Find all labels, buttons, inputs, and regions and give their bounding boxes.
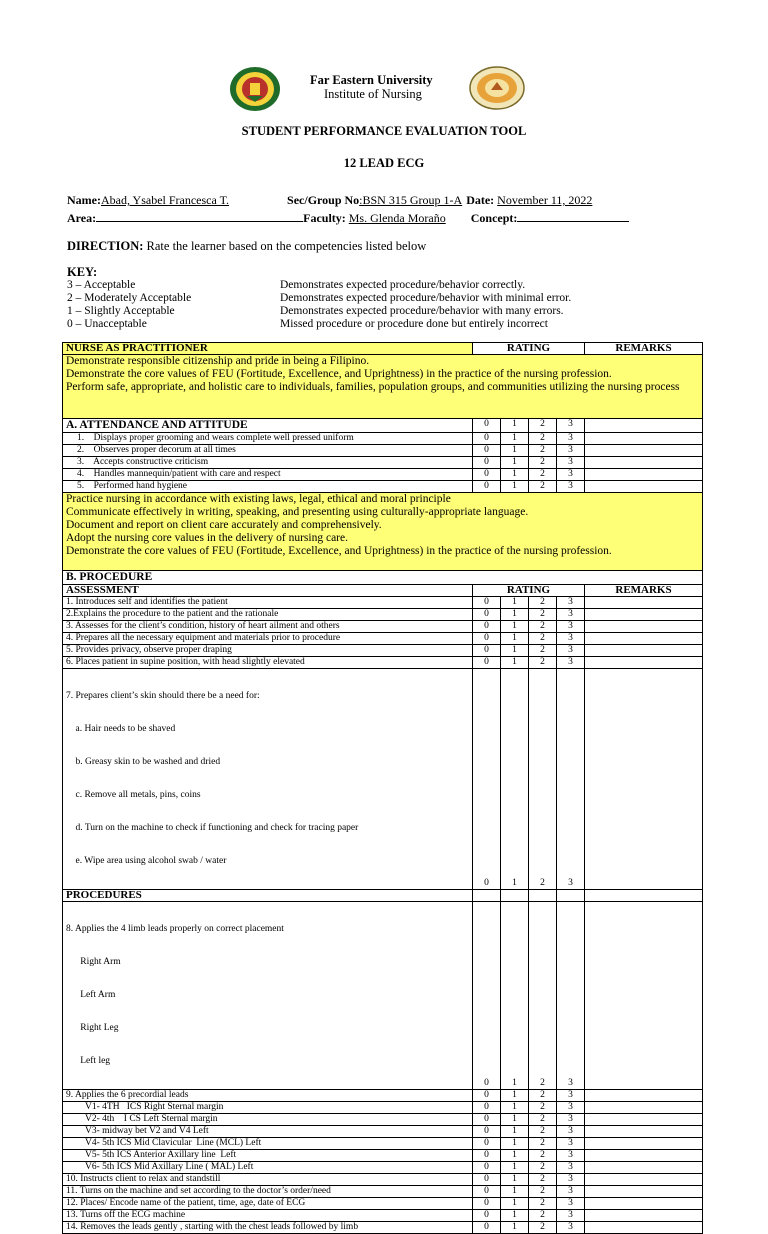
- score-1[interactable]: 1: [501, 457, 529, 469]
- area-label: Area:: [67, 211, 97, 225]
- score-0[interactable]: 0: [473, 433, 501, 445]
- score-3[interactable]: 3: [557, 469, 585, 481]
- procedure-row: [63, 1174, 703, 1186]
- score-3[interactable]: 3: [557, 433, 585, 445]
- precordial-row-text: V6- 5th ICS Mid Axillary Line ( MAL) Left: [63, 1162, 473, 1174]
- score-1[interactable]: 1: [501, 433, 529, 445]
- remarks-cell[interactable]: [585, 1174, 703, 1186]
- score-0[interactable]: 0: [473, 1138, 501, 1150]
- sec-label: Sec/Group No: [287, 193, 360, 207]
- remarks-cell[interactable]: [585, 1186, 703, 1198]
- score-1[interactable]: 1: [501, 633, 529, 645]
- score-3[interactable]: 3: [557, 597, 585, 609]
- score-2[interactable]: 2: [529, 609, 557, 621]
- procedures-title: PROCEDURES: [63, 890, 473, 902]
- remarks-cell[interactable]: [585, 621, 703, 633]
- remarks-cell[interactable]: [585, 457, 703, 469]
- score-3[interactable]: 3: [557, 419, 585, 433]
- score-0[interactable]: 0: [473, 1162, 501, 1174]
- attendance-row-text: 2. Observes proper decorum at all times: [63, 445, 473, 457]
- document-subtitle: 12 LEAD ECG: [343, 156, 425, 170]
- key-desc-3: Demonstrates expected procedure/behavior correctly.: [280, 279, 526, 291]
- score-2[interactable]: 2: [529, 1102, 557, 1114]
- remarks-header-2: REMARKS: [585, 585, 703, 597]
- attendance-row: [63, 481, 703, 493]
- assessment-row-text: 6. Places patient in supine position, with head slightly elevated: [63, 657, 473, 669]
- score-2[interactable]: 2: [529, 433, 557, 445]
- score-3[interactable]: 3: [557, 1114, 585, 1126]
- score-0[interactable]: 0: [473, 1114, 501, 1126]
- assessment-row: [63, 621, 703, 633]
- score-1[interactable]: 1: [501, 1198, 529, 1210]
- procedure-row: [63, 1210, 703, 1222]
- item8-text: 8. Applies the 4 limb leads properly on correct placement Right Arm Left Arm Right Leg Left leg: [63, 902, 473, 1090]
- score-2[interactable]: 2: [529, 669, 557, 890]
- remarks-cell[interactable]: [585, 597, 703, 609]
- score-2[interactable]: 2: [529, 902, 557, 1090]
- score-0[interactable]: 0: [473, 633, 501, 645]
- rating-header: RATING: [473, 343, 585, 355]
- score-0[interactable]: 0: [473, 669, 501, 890]
- item9-row: [63, 1090, 703, 1102]
- key-score-1: 1 – Slightly Acceptable: [67, 305, 175, 317]
- nursing-seal-icon: [469, 66, 525, 110]
- attendance-row: [63, 445, 703, 457]
- attendance-title: A. ATTENDANCE AND ATTITUDE: [63, 419, 473, 433]
- precordial-row-text: V2- 4th I CS Left Sternal margin: [63, 1114, 473, 1126]
- score-1[interactable]: 1: [501, 445, 529, 457]
- score-1[interactable]: 1: [501, 1102, 529, 1114]
- remarks-cell[interactable]: [585, 1222, 703, 1234]
- document-title: STUDENT PERFORMANCE EVALUATION TOOL: [241, 124, 527, 138]
- remarks-cell[interactable]: [585, 1162, 703, 1174]
- score-3[interactable]: 3: [557, 902, 585, 1090]
- score-0[interactable]: 0: [473, 597, 501, 609]
- item9-text: 9. Applies the 6 precordial leads: [63, 1090, 473, 1102]
- feu-seal-icon: [229, 66, 281, 112]
- score-3[interactable]: 3: [557, 609, 585, 621]
- date-value[interactable]: November 11, 2022: [497, 193, 593, 207]
- score-3[interactable]: 3: [557, 657, 585, 669]
- score-0[interactable]: 0: [473, 1222, 501, 1234]
- table-header-row: [63, 343, 703, 355]
- score-2[interactable]: 2: [529, 657, 557, 669]
- score-3[interactable]: 3: [557, 1150, 585, 1162]
- score-1[interactable]: 1: [501, 1126, 529, 1138]
- key-score-3: 3 – Acceptable: [67, 279, 136, 291]
- attendance-header-row: [63, 419, 703, 433]
- direction-text: DIRECTION: Rate the learner based on the competencies listed below: [67, 239, 427, 253]
- score-2[interactable]: 2: [529, 1150, 557, 1162]
- score-2[interactable]: 2: [529, 419, 557, 433]
- remarks-cell[interactable]: [585, 609, 703, 621]
- remarks-cell[interactable]: [585, 433, 703, 445]
- procedure-row-text: 11. Turns on the machine and set according to the doctor’s order/need: [63, 1186, 473, 1198]
- intro-competencies-row: [63, 355, 703, 419]
- score-1[interactable]: 1: [501, 1162, 529, 1174]
- score-1[interactable]: 1: [501, 1174, 529, 1186]
- key-desc-1: Demonstrates expected procedure/behavior with many errors.: [280, 305, 564, 317]
- score-1[interactable]: 1: [501, 1114, 529, 1126]
- procedures-header-row: [63, 890, 703, 902]
- score-0[interactable]: 0: [473, 645, 501, 657]
- score-0[interactable]: 0: [473, 1186, 501, 1198]
- attendance-row: [63, 457, 703, 469]
- precordial-row: [63, 1102, 703, 1114]
- score-2[interactable]: 2: [529, 1138, 557, 1150]
- assessment-row-text: 1. Introduces self and identifies the patient: [63, 597, 473, 609]
- score-0[interactable]: 0: [473, 1090, 501, 1102]
- name-value[interactable]: Abad, Ysabel Francesca T.: [100, 193, 230, 207]
- attendance-row-text: 5. Performed hand hygiene: [63, 481, 473, 493]
- item8-row: [63, 902, 703, 1090]
- key-desc-2: Demonstrates expected procedure/behavior with minimal error.: [280, 292, 572, 304]
- remarks-cell[interactable]: [585, 1138, 703, 1150]
- score-0[interactable]: 0: [473, 1102, 501, 1114]
- assessment-row-text: 3. Assesses for the client’s condition, history of heart ailment and others: [63, 621, 473, 633]
- score-0[interactable]: 0: [473, 457, 501, 469]
- university-name: Far Eastern University: [310, 73, 433, 87]
- assessment-row: [63, 609, 703, 621]
- remarks-cell[interactable]: [585, 1114, 703, 1126]
- date-label: Date:: [466, 193, 495, 207]
- score-0[interactable]: 0: [473, 1150, 501, 1162]
- score-1[interactable]: 1: [501, 419, 529, 433]
- assessment-row: [63, 633, 703, 645]
- procedure-title-row: [63, 571, 703, 585]
- score-1[interactable]: 1: [501, 469, 529, 481]
- score-2[interactable]: 2: [529, 445, 557, 457]
- score-0[interactable]: 0: [473, 609, 501, 621]
- assessment-row: [63, 597, 703, 609]
- score-3[interactable]: 3: [557, 1162, 585, 1174]
- attendance-row: [63, 433, 703, 445]
- concept-field[interactable]: [517, 210, 629, 222]
- score-2[interactable]: 2: [529, 1162, 557, 1174]
- score-2[interactable]: 2: [529, 1174, 557, 1186]
- remarks-cell[interactable]: [585, 645, 703, 657]
- score-0[interactable]: 0: [473, 1174, 501, 1186]
- score-1[interactable]: 1: [501, 1090, 529, 1102]
- score-1[interactable]: 1: [501, 481, 529, 493]
- score-2[interactable]: 2: [529, 1222, 557, 1234]
- remarks-cell[interactable]: [585, 1126, 703, 1138]
- area-field[interactable]: [96, 210, 303, 222]
- precordial-row-text: V3- midway bet V2 and V4 Left: [63, 1126, 473, 1138]
- procedure-row-text: 10. Instructs client to relax and standstill: [63, 1174, 473, 1186]
- name-label: Name:: [67, 193, 101, 207]
- score-3[interactable]: 3: [557, 1090, 585, 1102]
- institute-name: Institute of Nursing: [324, 87, 422, 101]
- remarks-cell[interactable]: [585, 633, 703, 645]
- score-3[interactable]: 3: [557, 1198, 585, 1210]
- score-1[interactable]: 1: [501, 1222, 529, 1234]
- remarks-cell[interactable]: [585, 657, 703, 669]
- key-score-2: 2 – Moderately Acceptable: [67, 292, 192, 304]
- score-3[interactable]: 3: [557, 445, 585, 457]
- concept-label: Concept:: [470, 211, 518, 225]
- score-1[interactable]: 1: [501, 621, 529, 633]
- score-2[interactable]: 2: [529, 1198, 557, 1210]
- assessment-title: ASSESSMENT: [63, 585, 473, 597]
- score-1[interactable]: 1: [501, 902, 529, 1090]
- remarks-cell[interactable]: [585, 1150, 703, 1162]
- intro2-competencies-row: [63, 493, 703, 571]
- remarks-cell[interactable]: [585, 902, 703, 1090]
- score-0[interactable]: 0: [473, 445, 501, 457]
- assessment-row: [63, 657, 703, 669]
- evaluation-table: [62, 342, 703, 1234]
- assessment-header-row: [63, 585, 703, 597]
- remarks-cell[interactable]: [585, 469, 703, 481]
- precordial-row: [63, 1138, 703, 1150]
- info-line-2: [67, 210, 629, 226]
- score-3[interactable]: 3: [557, 1126, 585, 1138]
- remarks-cell[interactable]: [585, 1210, 703, 1222]
- score-2[interactable]: 2: [529, 1210, 557, 1222]
- score-2[interactable]: 2: [529, 1114, 557, 1126]
- score-2[interactable]: 2: [529, 481, 557, 493]
- score-3[interactable]: 3: [557, 457, 585, 469]
- score-2[interactable]: 2: [529, 633, 557, 645]
- precordial-row: [63, 1150, 703, 1162]
- score-2[interactable]: 2: [529, 1186, 557, 1198]
- score-3[interactable]: 3: [557, 1186, 585, 1198]
- score-3[interactable]: 3: [557, 1102, 585, 1114]
- assessment-row-text: 5. Provides privacy, observe proper draping: [63, 645, 473, 657]
- assessment-row-text: 4. Prepares all the necessary equipment and materials prior to procedure: [63, 633, 473, 645]
- score-3[interactable]: 3: [557, 669, 585, 890]
- procedure-row-text: 12. Places/ Encode name of the patient, time, age, date of ECG: [63, 1198, 473, 1210]
- score-1[interactable]: 1: [501, 1186, 529, 1198]
- score-1[interactable]: 1: [501, 1210, 529, 1222]
- score-0[interactable]: 0: [473, 469, 501, 481]
- score-1[interactable]: 1: [501, 1150, 529, 1162]
- remarks-cell[interactable]: [585, 1198, 703, 1210]
- remarks-cell[interactable]: [585, 445, 703, 457]
- faculty-label: Faculty:: [303, 211, 346, 225]
- key-score-0: 0 – Unacceptable: [67, 318, 147, 330]
- score-3[interactable]: 3: [557, 1138, 585, 1150]
- intro-competencies: Demonstrate responsible citizenship and pride in being a Filipino. Demonstrate the core values of FEU (Fortitude, Excellence, and Uprightness) in the practice of the nursing profession. Perform safe, appropriate, and holistic care to individuals, families, population groups, and communities utilizing the nursing process: [63, 355, 703, 419]
- score-1[interactable]: 1: [501, 669, 529, 890]
- procedure-row-text: 13. Turns off the ECG machine: [63, 1210, 473, 1222]
- score-1[interactable]: 1: [501, 645, 529, 657]
- score-2[interactable]: 2: [529, 645, 557, 657]
- sec-value[interactable]: :BSN 315 Group 1-A: [359, 193, 463, 207]
- score-0[interactable]: 0: [473, 419, 501, 433]
- procedure-row: [63, 1186, 703, 1198]
- score-2[interactable]: 2: [529, 469, 557, 481]
- attendance-row-text: 4. Handles mannequin/patient with care and respect: [63, 469, 473, 481]
- score-3[interactable]: 3: [557, 1222, 585, 1234]
- procedure-row: [63, 1222, 703, 1234]
- assessment-row-text: 2.Explains the procedure to the patient and the rationale: [63, 609, 473, 621]
- score-2[interactable]: 2: [529, 457, 557, 469]
- score-2[interactable]: 2: [529, 597, 557, 609]
- remarks-cell[interactable]: [585, 481, 703, 493]
- score-2[interactable]: 2: [529, 1126, 557, 1138]
- intro2-competencies: Practice nursing in accordance with existing laws, legal, ethical and moral principle Communicate effectively in writing, speaking, and presenting using culturally-appropriate language. Document and report on client care accurately and comprehensively. Adopt the nursing core values in the delivery of nursing care. Demonstrate the core values of FEU (Fortitude, Excellence, and Uprightness) in the practice of the nursing profession.: [63, 493, 703, 571]
- score-1[interactable]: 1: [501, 597, 529, 609]
- score-3[interactable]: 3: [557, 621, 585, 633]
- remarks-cell[interactable]: [585, 1090, 703, 1102]
- section-title: NURSE AS PRACTITIONER: [63, 343, 473, 355]
- score-1[interactable]: 1: [501, 609, 529, 621]
- precordial-row-text: V5- 5th ICS Anterior Axillary line Left: [63, 1150, 473, 1162]
- remarks-cell[interactable]: [585, 1102, 703, 1114]
- precordial-row-text: V1- 4TH ICS Right Sternal margin: [63, 1102, 473, 1114]
- score-3[interactable]: 3: [557, 633, 585, 645]
- rating-header-2: RATING: [473, 585, 585, 597]
- score-0[interactable]: 0: [473, 1210, 501, 1222]
- attendance-row-text: 1. Displays proper grooming and wears complete well pressed uniform: [63, 433, 473, 445]
- item7-row: [63, 669, 703, 890]
- procedure-title: B. PROCEDURE: [63, 571, 703, 585]
- score-3[interactable]: 3: [557, 481, 585, 493]
- score-0[interactable]: 0: [473, 657, 501, 669]
- score-0[interactable]: 0: [473, 481, 501, 493]
- score-3[interactable]: 3: [557, 645, 585, 657]
- precordial-row: [63, 1114, 703, 1126]
- score-0[interactable]: 0: [473, 1126, 501, 1138]
- assessment-row: [63, 645, 703, 657]
- score-3[interactable]: 3: [557, 1210, 585, 1222]
- faculty-value[interactable]: Ms. Glenda Moraño: [348, 211, 446, 225]
- score-0[interactable]: 0: [473, 902, 501, 1090]
- precordial-row: [63, 1162, 703, 1174]
- procedure-row: [63, 1198, 703, 1210]
- remarks-header: REMARKS: [585, 343, 703, 355]
- attendance-row: [63, 469, 703, 481]
- score-3[interactable]: 3: [557, 1174, 585, 1186]
- precordial-row: [63, 1126, 703, 1138]
- score-1[interactable]: 1: [501, 1138, 529, 1150]
- procedure-row-text: 14. Removes the leads gently , starting with the chest leads followed by limb: [63, 1222, 473, 1234]
- attendance-row-text: 3. Accepts constructive criticism: [63, 457, 473, 469]
- precordial-row-text: V4- 5th ICS Mid Clavicular Line (MCL) Left: [63, 1138, 473, 1150]
- remarks-cell[interactable]: [585, 419, 703, 433]
- info-line-1: [67, 193, 604, 208]
- score-2[interactable]: 2: [529, 1090, 557, 1102]
- score-0[interactable]: 0: [473, 621, 501, 633]
- score-0[interactable]: 0: [473, 1198, 501, 1210]
- remarks-cell[interactable]: [585, 669, 703, 890]
- key-title: KEY:: [67, 265, 98, 279]
- score-1[interactable]: 1: [501, 657, 529, 669]
- item7-text: 7. Prepares client’s skin should there be a need for: a. Hair needs to be shaved b. Greasy skin to be washed and dried c. Remove all metals, pins, coins d. Turn on the machine to check if functioning and check for tracing paper e. Wipe area using alcohol swab / water: [63, 669, 473, 890]
- key-desc-0: Missed procedure or procedure done but entirely incorrect: [280, 318, 548, 330]
- score-2[interactable]: 2: [529, 621, 557, 633]
